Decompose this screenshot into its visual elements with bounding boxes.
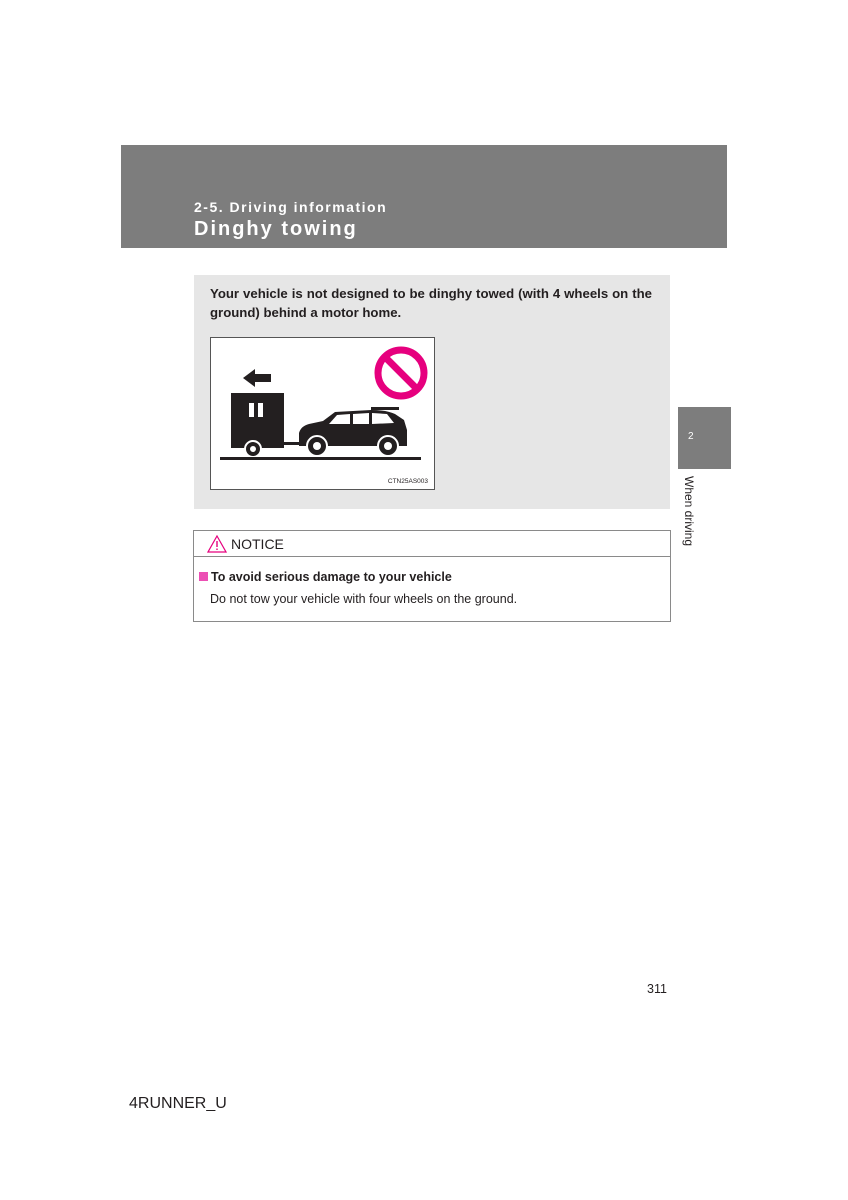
prohibition-icon [378, 350, 424, 396]
warning-triangle-icon [207, 535, 227, 553]
suv-icon [299, 407, 407, 456]
document-code: 4RUNNER_U [129, 1095, 227, 1112]
page-title: Dinghy towing [194, 218, 358, 240]
chapter-number: 2 [688, 431, 694, 442]
notice-header [194, 531, 670, 557]
page-number: 311 [647, 982, 667, 996]
chapter-header [121, 145, 727, 248]
section-label: 2-5. Driving information [194, 199, 388, 215]
notice-bullet [199, 568, 452, 586]
ground-line [220, 457, 421, 460]
info-text: Your vehicle is not designed to be dinghy towed (with 4 wheels on the ground) behind a motor home. [210, 286, 652, 320]
chapter-label: When driving [682, 476, 696, 547]
notice-title: NOTICE [231, 536, 284, 552]
notice-text: Do not tow your vehicle with four wheels on the ground. [210, 592, 518, 606]
figure-code: CTN25AS003 [387, 478, 428, 485]
info-box [194, 275, 670, 509]
bullet-square-icon [199, 572, 208, 581]
chapter-tab [678, 407, 731, 469]
motorhome-towing-car-image [211, 338, 434, 489]
left-arrow-icon [243, 369, 271, 387]
motor-home-icon [231, 393, 284, 457]
dinghy-towing-illustration [210, 337, 435, 490]
notice-box [193, 530, 671, 622]
notice-subtitle: To avoid serious damage to your vehicle [211, 570, 452, 584]
